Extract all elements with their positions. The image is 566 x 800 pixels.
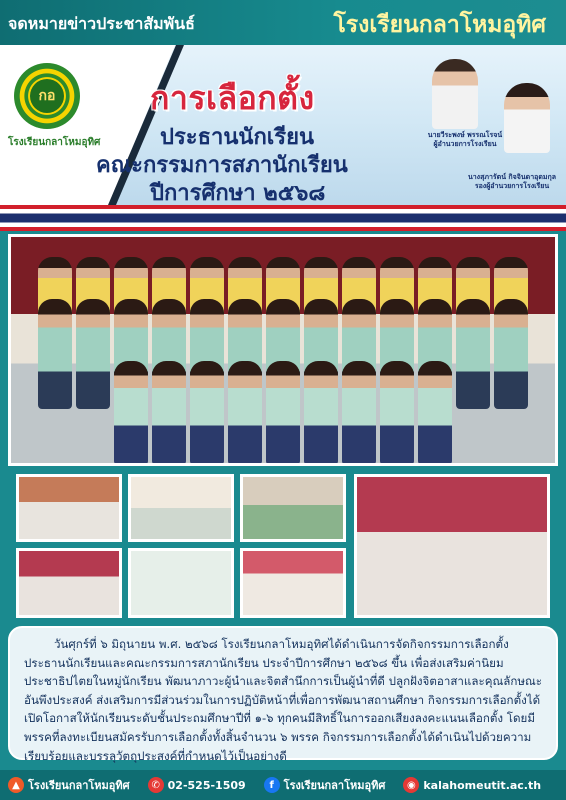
footer-phone-number: 02-525-1509 [167, 778, 246, 792]
logo-caption: โรงเรียนกลาโหมอุทิศ [8, 137, 101, 148]
director-name: นายวีระพงษ์ พรรณโรจน์ [427, 131, 503, 139]
footer-school-name: โรงเรียนกลาโหมอุทิศ [28, 779, 130, 792]
article-text: วันศุกร์ที่ ๖ มิถุนายน พ.ศ. ๒๕๖๘ โรงเรียนกลาโหมอุทิศได้ดำเนินการจัดกิจกรรมการเลือกตั้งประธานนักเรียนและคณะกรรมการสภานักเรียน ประจำปีการศึกษา ๒๕๖๘ ขึ้น เพื่อส่งเสริมค่านิยมประชาธิปไตยในหมู่นักเรียน พัฒนาภาวะผู้นำและจิตสำนึกการเป็นผู้นำที่ดี ปลูกฝังจิตอาสาและคุณลักษณะอันพึงประสงค์ ส่งเสริมการมีส่วนร่วมในการปฏิบัติหน้าที่เพื่อการพัฒนาสถานศึกษา กิจกรรมการเลือกตั้งได้เปิดโอกาสให้นักเรียนระดับชั้นประถมศึกษาปีที่ ๑-๖ ทุกคนมีสิทธิ์ในการออกเสียงลงคะแนนเลือกตั้ง โดยมีพรรคที่ลงทะเบียนสมัครรับการเลือกตั้งทั้งสิ้นจำนวน ๖ พรรค กิจกรรมการเลือกตั้งได้ดำเนินไปด้วยความเรียบร้อยและบรรลุวัตถุประสงค์ที่กำหนดไว้เป็นอย่างดี [24, 637, 542, 763]
header-bar [0, 0, 566, 45]
footer-phone [148, 777, 246, 793]
thai-flag-stripe [0, 205, 566, 231]
article-card [8, 626, 558, 763]
footer-facebook[interactable] [264, 776, 386, 794]
photo-front-row [11, 361, 555, 465]
deputy-caption [460, 173, 564, 191]
gallery-photo-3 [240, 474, 346, 542]
web-icon: ◉ [403, 777, 419, 793]
banner-title: การเลือกตั้ง [150, 79, 315, 117]
banner [0, 45, 566, 205]
footer [0, 770, 566, 800]
footer-school [8, 776, 130, 794]
deputy-director-photo [504, 83, 550, 153]
footer-website[interactable] [403, 777, 541, 793]
banner-subtitle-2: คณะกรรมการสภานักเรียน [96, 153, 348, 178]
banner-subtitle-1: ประธานนักเรียน [160, 125, 315, 150]
gallery-photo-5 [128, 548, 234, 618]
gallery-photo-large [354, 474, 550, 618]
footer-facebook-name: โรงเรียนกลาโหมอุทิศ [283, 779, 386, 792]
phone-icon: ✆ [148, 777, 164, 793]
gallery-photo-1 [16, 474, 122, 542]
gallery-photo-6 [240, 548, 346, 618]
newsletter-label: จดหมายข่าวประชาสัมพันธ์ [8, 14, 195, 33]
school-icon: ▲ [8, 777, 24, 793]
photo-gallery [12, 472, 554, 622]
gallery-photo-4 [16, 548, 122, 618]
school-name-header: โรงเรียนกลาโหมอุทิศ [333, 12, 546, 38]
director-role: ผู้อำนวยการโรงเรียน [433, 140, 497, 148]
deputy-name: นางสุภารัตน์ กิจจินดาอุดมกุล [467, 173, 557, 181]
facebook-icon: f [264, 777, 280, 793]
deputy-role: รองผู้อำนวยการโรงเรียน [474, 182, 550, 190]
director-caption [420, 131, 510, 149]
banner-subtitle-3: ปีการศึกษา ๒๕๖๘ [150, 181, 326, 205]
director-photo [432, 59, 478, 129]
gallery-photo-2 [128, 474, 234, 542]
footer-website-url: kalahomeutit.ac.th [423, 778, 542, 792]
school-logo: กอ [14, 63, 80, 129]
main-group-photo [8, 234, 558, 466]
